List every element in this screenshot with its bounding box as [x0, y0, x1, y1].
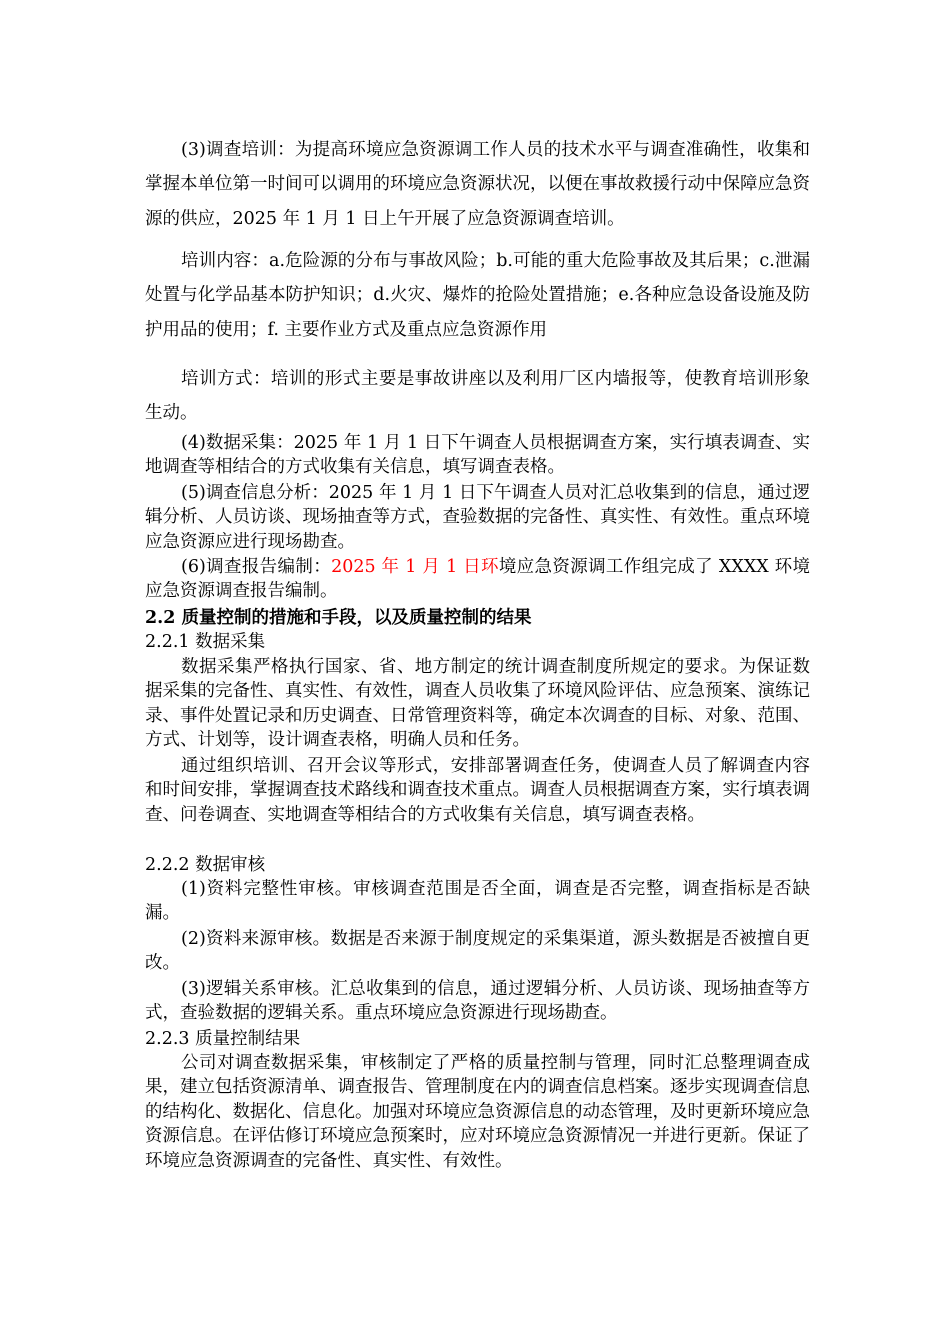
- section-heading-2-2-1: 2.2.1 数据采集: [145, 632, 266, 652]
- section-heading-2-2-3: 2.2.3 质量控制结果: [145, 1029, 301, 1049]
- paragraph-2-2-1-a: 数据采集严格执行国家、省、地方制定的统计调查制度所规定的要求。为保证数据采集的完备性、真实性、有效性，调查人员收集了环境风险评估、应急预案、演练记录、事件处置记录和历史调查、日常管理资料等，确定本次调查的目标、对象、范围、方式、计划等，设计调查表格，明确人员和任务。: [145, 657, 810, 751]
- section-heading-2-2: 2.2 质量控制的措施和手段，以及质量控制的结果: [145, 608, 532, 628]
- report-prefix: (6)调查报告编制：: [181, 557, 332, 577]
- paragraph-2-2-3: 公司对调查数据采集，审核制定了严格的质量控制与管理，同时汇总整理调查成果，建立包括资源清单、调查报告、管理制度在内的调查信息档案。逐步实现调查信息的结构化、数据化、信息化。加强对环境应急资源信息的动态管理，及时更新环境应急资源信息。在评估修订环境应急预案时，应对环境应急资源情况一并进行更新。保证了环境应急资源调查的完备性、真实性、有效性。: [145, 1053, 810, 1171]
- paragraph-2-2-2-a: (1)资料完整性审核。审核调查范围是否全面，调查是否完整，调查指标是否缺漏。: [145, 879, 810, 924]
- paragraph-training-content: 培训内容：a.危险源的分布与事故风险；b.可能的重大危险事故及其后果；c.泄漏处置与化学品基本防护知识；d.火灾、爆炸的抢险处置措施；e.各种应急设备设施及防护用品的使用；f. 主要作业方式及重点应急资源作用: [145, 251, 810, 340]
- paragraph-2-2-1-b: 通过组织培训、召开会议等形式，安排部署调查任务，使调查人员了解调查内容和时间安排，掌握调查技术路线和调查技术重点。调查人员根据调查方案，实行填表调查、问卷调查、实地调查等相结合的方式收集有关信息，填写调查表格。: [145, 756, 810, 825]
- paragraph-2-2-2-c: (3)逻辑关系审核。汇总收集到的信息，通过逻辑分析、人员访谈、现场抽查等方式，查验数据的逻辑关系。重点环境应急资源进行现场勘查。: [145, 979, 810, 1024]
- paragraph-info-analysis: (5)调查信息分析：2025 年 1 月 1 日下午调查人员对汇总收集到的信息，通过逻辑分析、人员访谈、现场抽查等方式，查验数据的完备性、真实性、有效性。重点环境应急资源应进行现场勘查。: [145, 483, 810, 552]
- section-heading-2-2-2: 2.2.2 数据审核: [145, 855, 266, 875]
- report-suffix: 境应急资源调工作组完成了 XXXX 环境应急资源调查报告编制。: [145, 557, 810, 602]
- paragraph-report-compilation: [145, 555, 810, 604]
- report-date-highlight: 2025 年 1 月 1 日环: [331, 557, 499, 577]
- paragraph-data-collection: (4)数据采集：2025 年 1 月 1 日下午调查人员根据调查方案，实行填表调查、实地调查等相结合的方式收集有关信息，填写调查表格。: [145, 433, 810, 478]
- paragraph-training-method: 培训方式：培训的形式主要是事故讲座以及利用厂区内墙报等，使教育培训形象生动。: [145, 369, 810, 424]
- paragraph-2-2-2-b: (2)资料来源审核。数据是否来源于制度规定的采集渠道，源头数据是否被擅自更改。: [145, 929, 810, 974]
- paragraph-training-intro: (3)调查培训：为提高环境应急资源调工作人员的技术水平与调查准确性，收集和掌握本单位第一时间可以调用的环境应急资源状况，以便在事故救援行动中保障应急资源的供应，2025 年 1 月 1 日上午开展了应急资源调查培训。: [145, 140, 810, 229]
